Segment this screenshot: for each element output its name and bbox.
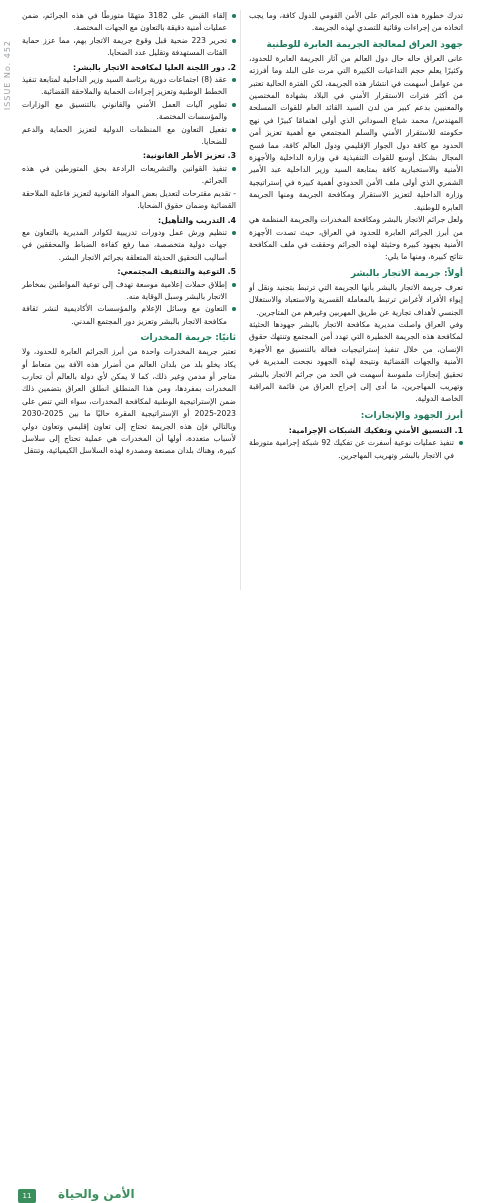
bullet-item (22, 227, 236, 264)
bullet-icon (232, 128, 236, 132)
text: تطوير آليات العمل الأمني والقانوني بالتنسيق مع الوزارات والمؤسسات المختصة. (22, 99, 227, 122)
text: ولعل جرائم الاتجار بالبشر ومكافحة المخدرات والجريمة المنظمة هي من أبرز الجرائم العابرة للحدود في العراق، حيث تصدت الأجهزة الأمنية بجهود كبيرة وحثيثة لهذه الجرائم وحققت في ملف المكافحة نتائج كبيرة، ومنها ما يلي: (249, 215, 463, 262)
paragraph (249, 10, 463, 35)
paragraph (22, 188, 236, 213)
text: تعرف جريمة الاتجار بالبشر بأنها الجريمة التي ترتبط بتجنيد ونقل أو إيواء الأفراد لأغراض ترتبط بالمعاملة القسرية والاستعباد والاستغلال الجنسي لأهداف تجارية عن طريق المهربين وغيرهم من المتاجرين. (249, 282, 463, 317)
bullet-icon (232, 39, 236, 43)
issue-label: ISSUE No. 452 (3, 40, 12, 111)
text: تنفيذ عمليات نوعية أسفرت عن تفكيك 92 شبكة إجرامية متورطة في الاتجار بالبشر وتهريب المهاجرين. (249, 438, 454, 460)
text: أولاً: جريمة الاتجار بالبشر (350, 268, 463, 279)
paragraph (249, 319, 463, 406)
text: إلقاء القبض على 3182 متهمًا متورطًا في هذه الجرائم، ضمن عمليات أمنية دقيقة بالتعاون مع الجهات المختصة. (22, 11, 227, 33)
section-heading (249, 410, 463, 423)
text: جهود العراق لمعالجة الجريمة العابرة للوطنية (266, 39, 463, 50)
page-number: 11 (18, 1189, 36, 1203)
subsection-heading (22, 266, 236, 278)
paragraph (22, 346, 236, 458)
text: 1. التنسيق الأمني وتفكيك الشبكات الإجرامية: (288, 425, 463, 435)
text: تنفيذ القوانين والتشريعات الرادعة بحق المتورطين في هذه الجرائم. (22, 163, 227, 186)
bullet-icon (232, 283, 236, 287)
left-column (22, 10, 236, 458)
bullet-icon (232, 231, 236, 235)
bullet-item (22, 99, 236, 124)
bullet-item (22, 303, 236, 328)
bullet-item (22, 163, 236, 188)
text: تدرك خطورة هذه الجرائم على الأمن القومي للدول كافة، وما يجب اتخاذه من إجراءات وقائية للتصدي لهذه الجريمة. (249, 11, 463, 33)
text: التعاون مع وسائل الإعلام والمؤسسات الأكاديمية لنشر ثقافة مكافحة الاتجار بالبشر وتعزيز دور المجتمع المدني. (22, 304, 227, 326)
text: تفعيل التعاون مع المنظمات الدولية لتعزيز الحماية والدعم للضحايا. (22, 124, 227, 147)
text: تحرير 223 ضحية قبل وقوع جريمة الاتجار بهم، مما عزز حماية الفئات المستهدفة وتقليل عدد الضحايا. (22, 35, 227, 58)
bullet-item (249, 437, 463, 462)
text: 2. دور اللجنة العليا لمكافحة الاتجار بالبشر: (72, 62, 236, 72)
bullet-item (22, 10, 236, 35)
text: أبرز الجهود والإنجازات: (360, 410, 463, 421)
subsection-heading (22, 62, 236, 74)
text: وفي العراق واصلت مديرية مكافحة الاتجار بالبشر جهودها الحثيثة لمكافحة هذه الجريمة الخطيرة التي تهدد أمن المجتمع وتنتهك حقوق الإنسان، من خلال تنفيذ إستراتيجيات فعالة بالتنسيق مع الأجهزة الأمنية والجهات القضائية ونتيجة لهذه الجهود نجحت المديرية في تحقيق إنجازات ملموسة أسهمت في الحد من جرائم الاتجار بالبشر وتهريب المهاجرين، ما أدى إلى إخراج العراق من قائمة المراقبة الخاصة الدولية. (249, 319, 463, 404)
bullet-item (22, 124, 236, 149)
paragraph (249, 53, 463, 214)
column-divider (240, 10, 241, 590)
section-heading (249, 268, 463, 281)
subsection-heading (22, 215, 236, 227)
subsection-heading (249, 425, 463, 437)
text: 5. التوعية والتثقيف المجتمعي: (117, 267, 236, 277)
text: عقد (8) اجتماعات دورية برئاسة السيد وزير الداخلية لمتابعة تنفيذ الخطط الوطنية وتعزيز إجراءات الحماية والملاحقة القضائية. (22, 75, 227, 97)
paragraph (249, 282, 463, 319)
bullet-icon (232, 167, 236, 171)
bullet-item (22, 35, 236, 60)
page-footer (0, 593, 480, 1201)
bullet-icon (232, 14, 236, 18)
right-column (249, 10, 463, 462)
section-heading (22, 332, 236, 345)
text: 3. تعزيز الأطر القانونية: (142, 151, 236, 161)
text: 4. التدريب والتأهيل: (157, 215, 236, 225)
text: تنظيم ورش عمل ودورات تدريبية لكوادر المديرية بالتعاون مع جهات دولية متخصصة، مما رفع كفاءة الضباط والمحققين في أساليب التحقيق الحديثة المتعلقة بجرائم الاتجار البشر. (22, 227, 227, 262)
magazine-brand: الأمن والحياة (58, 1187, 135, 1201)
text: تعتبر جريمة المخدرات واحدة من أبرز الجرائم العابرة للحدود، ولا يكاد يخلو بلد من بلدان العالم من أضرار هذه الآفة بين متعاط أو متاجر أو مدمن وغير ذلك، كما لا يمكن لأي دولة بالعالم أن تحارب المخدرات بمفردها، ومن هذا المنطلق انطلق العراق بتضمين ذلك ضمن الإستراتيجية الوطنية لمكافحة المخدرات، سواء التي تنص على 2023-2025 أو الإستراتيجية المقرة حاليًا ما بين 2025-2030 وبالتالي فإن هذه الجريمة تحتاج إلى تعاون إقليمي وتعاون دولي لأسباب متعددة، أولها أن المخدرات هي عملية تحتاج إلى سلاسل كبيرة، وهناك بلدان مصنعة ومصدرة لهذه السلاسل الكيميائية، وتنتقل (22, 347, 236, 456)
paragraph (249, 214, 463, 264)
bullet-icon (232, 78, 236, 82)
bullet-item (22, 279, 236, 304)
bullet-icon (459, 441, 463, 445)
subsection-heading (22, 150, 236, 162)
bullet-icon (232, 103, 236, 107)
text: إطلاق حملات إعلامية موسعة تهدف إلى توعية المواطنين بمخاطر الاتجار بالبشر وسبل الوقاية منه. (22, 279, 227, 301)
text: ثانيًا: جريمة المخدرات (140, 333, 236, 344)
section-heading (249, 39, 463, 52)
text: عانى العراق حاله حال دول العالم من آثار الجريمة العابرة للحدود، وكثيرًا يعلم حجم التداعيات الكبيرة التي مرت على البلد وما أفرزته من عوامل أسهمت في انتشار هذه الجريمة، لكن الفترة الحالية تعتبر من أكثر فترات الاستقرار الأمني في البلاد بشهادة المختصين والمعنيين بدعم كبير من لدن السيد القائد العام للقوات المسلحة المهندس/ محمد شياع السوداني الذي أولى اهتمامًا كبيرًا في نهج حكومته للاستقرار الأمني والسلم المجتمعي مع أهمية تعزيز أمن الحدود مع كافة دول الجوار الإقليمي ودول العالم كافة، مما فسح المجال بشكل أوسع للقوات التنفيذية في وزارة الداخلية والأجهزة الأمنية والاستخبارية كافة بمتابعة السيد وزير الداخلية عبد الأمير الشمري الذي أولى ملف الأمن الحدودي أهمية كبيرة في إستراتيجية وزارة الداخلية لتعزيز الاستقرار ومكافحة الجريمة ومنها الجريمة العابرة للوطنية. (249, 53, 463, 212)
text: - تقديم مقترحات لتعديل بعض المواد القانونية لتعزيز فاعلية الملاحقة القضائية وضمان حقوق الضحايا. (22, 188, 236, 211)
bullet-icon (232, 307, 236, 311)
bullet-item (22, 74, 236, 99)
